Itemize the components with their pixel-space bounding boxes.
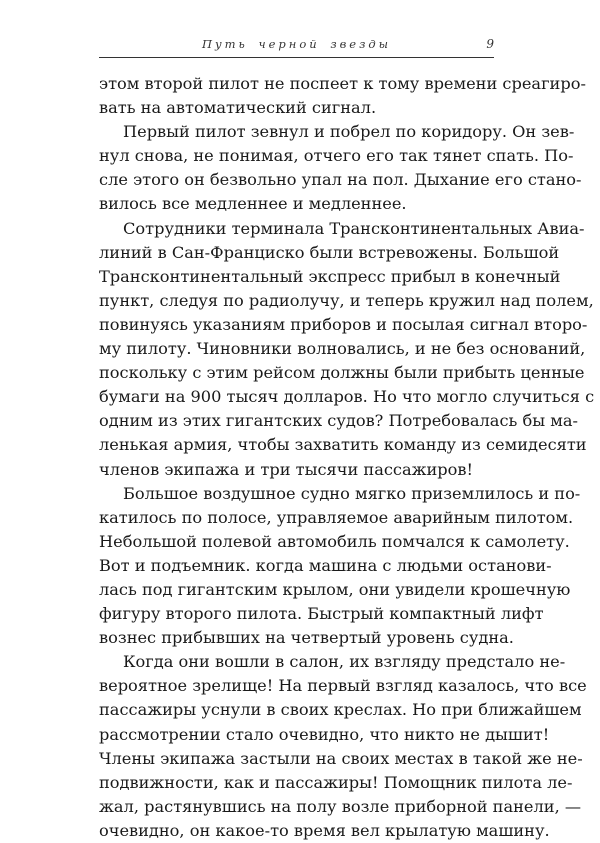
- text-line: вать на автоматический сигнал.: [99, 98, 377, 118]
- text-line: сле этого он безвольно упал на пол. Дыхание его стано-: [99, 170, 582, 190]
- text-line: повинуясь указаниям приборов и посылая сигнал второ-: [99, 314, 588, 334]
- text-line: нул снова, не понимая, отчего его так тянет спать. По-: [99, 146, 574, 166]
- text-line: Небольшой полевой автомобиль помчался к самолету.: [99, 531, 570, 551]
- text-line: фигуру второго пилота. Быстрый компактный лифт: [99, 604, 544, 624]
- text-line: рассмотрении стало очевидно, что никто не дышит!: [99, 724, 550, 744]
- running-head: [99, 37, 494, 58]
- text-line: му пилоту. Чиновники волновались, и не без оснований,: [99, 339, 586, 359]
- text-line: вознес прибывших на четвертый уровень судна.: [99, 628, 514, 648]
- text-line: Трансконтинентальный экспресс прибыл в конечный: [99, 266, 561, 286]
- text-line: подвижности, как и пассажиры! Помощник пилота ле-: [99, 772, 573, 792]
- running-title: Путь черной звезды: [201, 37, 392, 51]
- text-line: Первый пилот зевнул и побрел по коридору. Он зев-: [123, 122, 575, 142]
- page-number: 9: [486, 37, 494, 51]
- text-line: очевидно, он какое-то время вел крылатую машину.: [99, 820, 550, 840]
- body-text: [99, 72, 595, 843]
- text-line: лась под гигантским крылом, они увидели крошечную: [99, 579, 571, 599]
- text-line: Когда они вошли в салон, их взгляду предстало не-: [123, 652, 566, 672]
- text-line: катилось по полосе, управляемое аварийным пилотом.: [99, 507, 574, 527]
- text-line: линий в Сан-Франциско были встревожены. Большой: [99, 242, 560, 262]
- text-line: ленькая армия, чтобы захватить команду из семидесяти: [99, 435, 587, 455]
- text-line: пункт, следуя по радиолучу, и теперь кружил над полем,: [99, 290, 594, 310]
- text-line: Большое воздушное судно мягко приземлилось и по-: [123, 483, 581, 503]
- text-line: членов экипажа и три тысячи пассажиров!: [99, 459, 474, 479]
- text-line: этом второй пилот не поспеет к тому времени среагиро-: [99, 74, 586, 93]
- text-line: поскольку с этим рейсом должны были прибыть ценные: [99, 363, 585, 383]
- text-line: вероятное зрелище! На первый взгляд казалось, что все: [99, 676, 587, 696]
- text-line: жал, растянувшись на полу возле приборной панели, —: [99, 796, 582, 816]
- text-line: пассажиры уснули в своих креслах. Но при ближайшем: [99, 700, 582, 720]
- text-line: одним из этих гигантских судов? Потребовалась бы ма-: [99, 411, 578, 431]
- text-line: бумаги на 900 тысяч долларов. Но что могло случиться с: [99, 387, 595, 407]
- text-line: Вот и подъемник. когда машина с людьми останови-: [99, 555, 552, 575]
- text-line: вилось все медленнее и медленнее.: [99, 194, 407, 214]
- text-line: Члены экипажа застыли на своих местах в такой же не-: [99, 748, 583, 768]
- text-line: Сотрудники терминала Трансконтинентальных Авиа-: [123, 218, 585, 238]
